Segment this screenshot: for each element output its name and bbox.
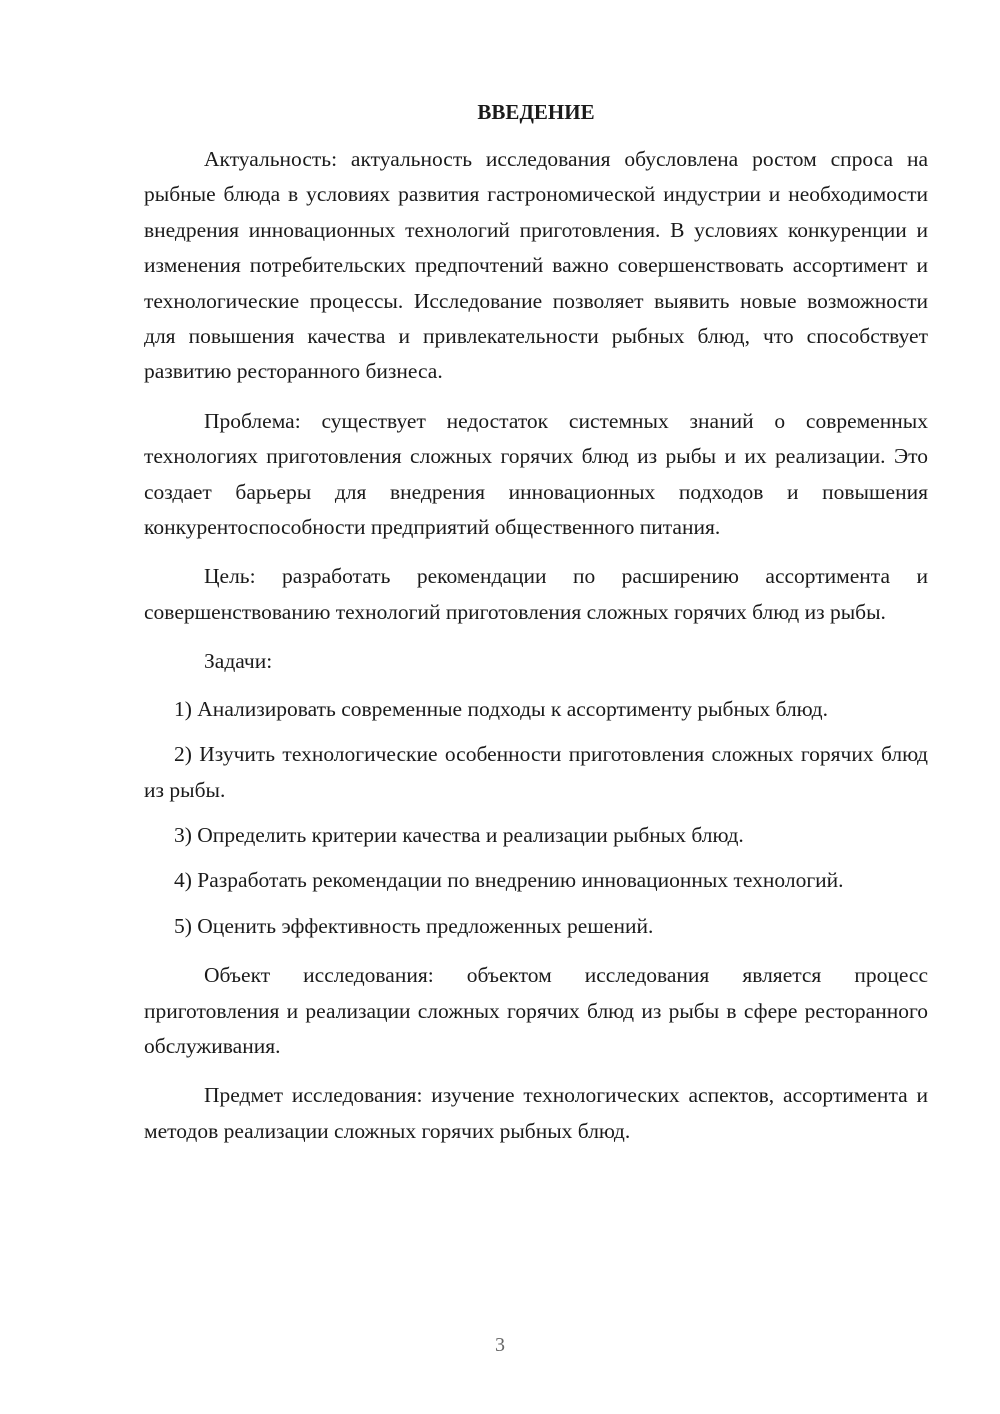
- relevance-paragraph: Актуальность: актуальность исследования обусловлена ростом спроса на рыбные блюда в условиях развития гастрономической индустрии и необходимости внедрения инновационных технологий приготовления. В условиях конкуренции и изменения потребительских предпочтений важно совершенствовать ассортимент и технологические процессы. Исследование позволяет выявить новые возможности для повышения качества и привлекательности рыбных блюд, что способствует развитию ресторанного бизнеса.: [144, 147, 928, 384]
- task-item: 3) Определить критерии качества и реализации рыбных блюд.: [174, 822, 744, 847]
- task-item: 5) Оценить эффективность предложенных решений.: [174, 913, 654, 938]
- problem-paragraph: Проблема: существует недостаток системных знаний о современных технологиях приготовления сложных горячих блюд из рыбы и их реализации. Это создает барьеры для внедрения инновационных подходов и повышения конкурентоспособности предприятий общественного питания.: [144, 408, 928, 540]
- page-number: 3: [495, 1334, 505, 1356]
- section-title: ВВЕДЕНИЕ: [477, 100, 595, 124]
- goal-paragraph: Цель: разработать рекомендации по расширению ассортимента и совершенствованию технологий приготовления сложных горячих блюд из рыбы.: [144, 564, 928, 624]
- task-item: 2) Изучить технологические особенности приготовления сложных горячих блюд из рыбы.: [144, 742, 928, 802]
- task-item: 4) Разработать рекомендации по внедрению инновационных технологий.: [174, 868, 844, 893]
- subject-paragraph: Предмет исследования: изучение технологических аспектов, ассортимента и методов реализации сложных горячих рыбных блюд.: [144, 1083, 928, 1143]
- object-paragraph: Объект исследования: объектом исследования является процесс приготовления и реализации сложных горячих блюд из рыбы в сфере ресторанного обслуживания.: [144, 963, 928, 1058]
- document-page: [144, 96, 928, 1163]
- tasks-heading: Задачи:: [204, 649, 273, 674]
- task-item: 1) Анализировать современные подходы к ассортименту рыбных блюд.: [174, 696, 828, 721]
